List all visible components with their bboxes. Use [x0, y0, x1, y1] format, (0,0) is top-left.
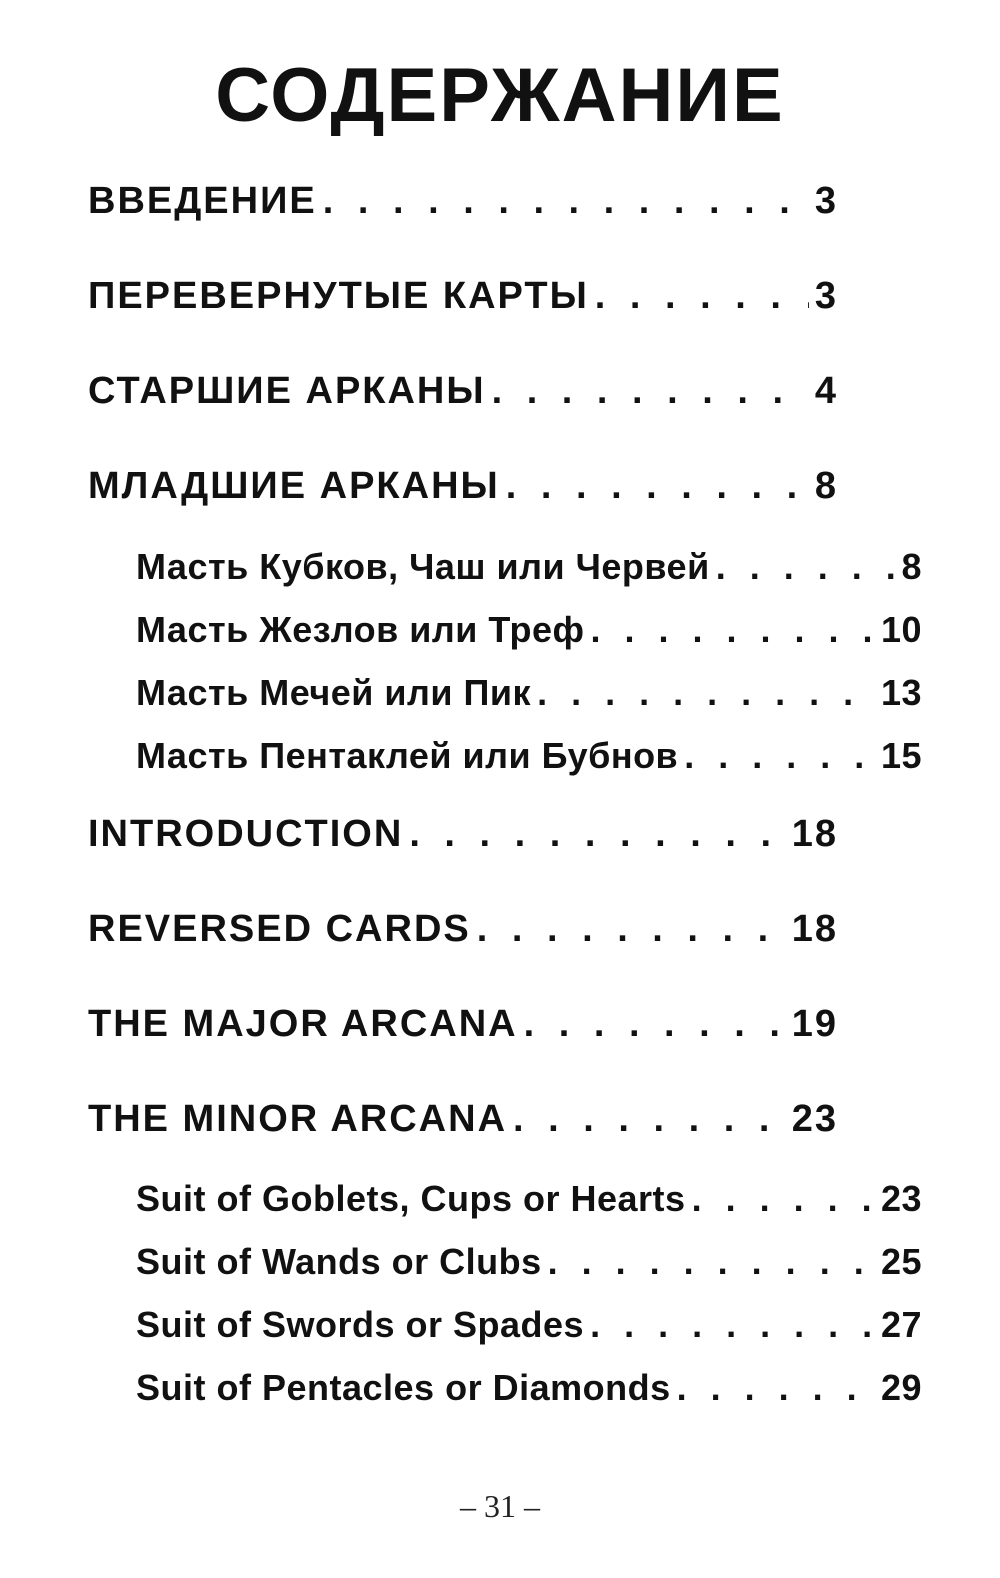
toc-entry-page: 27	[880, 1304, 922, 1345]
toc-subentry-pentacles-ru	[136, 735, 922, 777]
toc-subentry-pentacles-en	[136, 1367, 922, 1409]
toc-entry-page: 18	[791, 813, 838, 855]
toc-entry-page: 18	[791, 908, 838, 950]
toc-entry-major-arcana-en	[88, 1003, 838, 1046]
toc-subentry-swords-en	[136, 1304, 922, 1346]
toc-entry-label: Масть Кубков, Чаш или Червей	[136, 546, 710, 587]
dot-leader	[684, 735, 875, 777]
toc-entry-label: Suit of Swords or Spades	[136, 1304, 585, 1345]
toc-entry-page: 13	[880, 672, 922, 713]
page-title: СОДЕРЖАНИЕ	[215, 53, 785, 138]
toc-entry-page: 23	[791, 1098, 838, 1140]
toc-subentry-wands-en	[136, 1241, 922, 1283]
toc-entry-page: 29	[880, 1367, 922, 1408]
toc-entry-label: Suit of Wands or Clubs	[136, 1241, 542, 1282]
toc-entry-page: 3	[814, 180, 838, 222]
toc-entry-page: 23	[880, 1178, 922, 1219]
toc-entry-label: МЛАДШИЕ АРКАНЫ	[88, 465, 500, 507]
toc-entry-label: СТАРШИЕ АРКАНЫ	[88, 370, 486, 412]
toc-entry-page: 8	[901, 546, 922, 587]
dot-leader	[716, 546, 896, 588]
toc-entry-label: Масть Пентаклей или Бубнов	[136, 735, 679, 776]
toc-entry-minor-arcana-ru	[88, 465, 838, 508]
dot-leader	[492, 370, 809, 413]
page-number: – 31 –	[460, 1488, 540, 1524]
toc-entry-introduction-ru	[88, 180, 838, 223]
dot-leader	[323, 180, 809, 223]
dot-leader	[591, 609, 875, 651]
dot-leader	[506, 465, 809, 508]
toc-entry-label: ПЕРЕВЕРНУТЫЕ КАРТЫ	[88, 275, 589, 317]
toc-entry-label: INTRODUCTION	[88, 813, 404, 855]
dot-leader	[548, 1241, 875, 1283]
dot-leader	[692, 1178, 875, 1220]
toc-entry-page: 25	[880, 1241, 922, 1282]
toc-entry-label: THE MINOR ARCANA	[88, 1098, 508, 1140]
toc-entry-label: Suit of Goblets, Cups or Hearts	[136, 1178, 686, 1219]
toc-subentry-swords-ru	[136, 672, 922, 714]
dot-leader	[590, 1304, 875, 1346]
toc-entry-page: 19	[791, 1003, 838, 1045]
toc-entry-label: REVERSED CARDS	[88, 908, 471, 950]
toc-entry-page: 3	[814, 275, 838, 317]
dot-leader	[477, 908, 786, 951]
toc-entry-reversed-cards-en	[88, 908, 838, 951]
toc-entry-minor-arcana-en	[88, 1098, 838, 1141]
toc-entry-label: Suit of Pentacles or Diamonds	[136, 1367, 671, 1408]
dot-leader	[524, 1003, 786, 1046]
dot-leader	[677, 1367, 875, 1409]
toc-entry-reversed-cards-ru	[88, 275, 838, 318]
toc-entry-page: 4	[814, 370, 838, 412]
toc-entry-major-arcana-ru	[88, 370, 838, 413]
toc-entry-page: 10	[880, 609, 922, 650]
toc-entry-page: 15	[880, 735, 922, 776]
toc-entry-page: 8	[814, 465, 838, 507]
toc-subentry-cups-en	[136, 1178, 922, 1220]
toc-subentry-cups-ru	[136, 546, 922, 588]
toc-subentry-wands-ru	[136, 609, 922, 651]
toc-entry-label: Масть Жезлов или Треф	[136, 609, 585, 650]
dot-leader	[409, 813, 785, 856]
toc-entry-label: ВВЕДЕНИЕ	[88, 180, 317, 222]
dot-leader	[537, 672, 875, 714]
toc-entry-label: Масть Мечей или Пик	[136, 672, 532, 713]
toc-entry-label: THE MAJOR ARCANA	[88, 1003, 518, 1045]
dot-leader	[513, 1098, 786, 1141]
toc-entry-introduction-en	[88, 813, 838, 856]
dot-leader	[595, 275, 809, 318]
